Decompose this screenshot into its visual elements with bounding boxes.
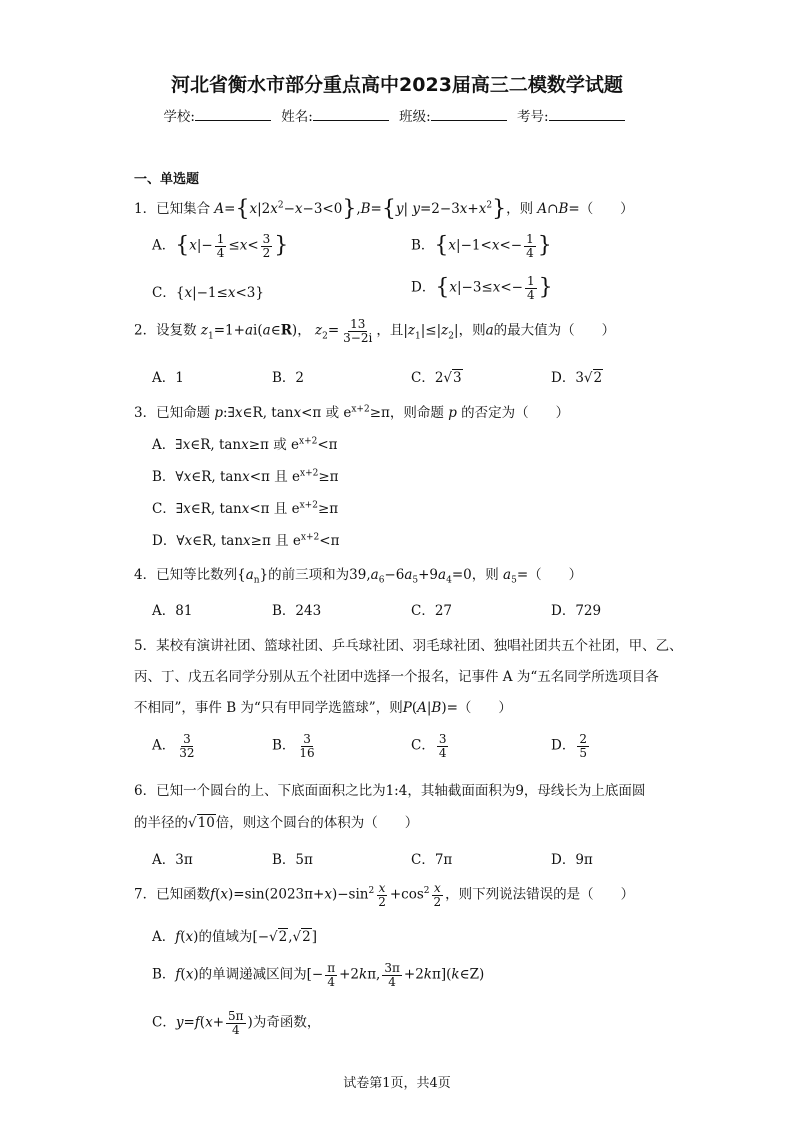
question-5-option-b: B． $\frac{3}{16}$ [272,732,315,760]
question-6-line-1: 6．已知一个圆台的上、下底面面积之比为1:4，其轴截面面积为9，母线长为上底面圆 [134,783,646,799]
question-7-option-c: C．y=f(x+ $\frac{5\pi}{4}$ )为奇函数， [152,1009,321,1037]
question-1-option-a: A．{x|− $\frac{1}{4}$ ≤x< $\frac{3}{2}$ } [152,232,289,260]
question-2-option-d: D．3√2 [551,370,603,386]
name-label: 姓名: [281,109,313,125]
question-3-stem: 3．已知命题 p:∃x∈R, tanx<π 或 $e^{x+2}\ge\pi$，则命题 p 的否定为（ ） [134,404,570,421]
question-3-option-b: B．∀x∈R, tanx<π 且 $e^{x+2}\ge\pi$ [152,468,339,485]
number-label: 考号: [517,109,549,125]
class-blank [431,107,507,121]
question-3-option-d: D．∀x∈R, tanx≥π 且 $e^{x+2}<\pi$ [152,532,340,549]
question-6-option-b: B．5π [272,852,313,868]
question-5-option-a: A． $\frac{3}{32}$ [152,732,195,760]
question-4-option-a: A．81 [152,603,193,619]
page-title: 河北省衡水市部分重点高中2023届高三二模数学试题 [171,74,623,96]
question-2-option-b: B．2 [272,370,305,386]
class-label: 班级: [399,109,431,125]
question-1-option-d: D．{x|−3≤x<− $\frac{1}{4}$ } [411,274,553,302]
page-footer: 试卷第1页，共4页 [343,1076,451,1091]
question-2-stem: 2．设复数 $z_1=1+ai(a\in R)$， $z_2=$ $\frac{13}{3-2i}$ ，且$|z_1|\le|z_2|$，则a的最大值为（ ） [134,317,616,345]
section-heading: 一、单选题 [134,172,200,187]
question-2-option-a: A．1 [152,370,184,386]
school-blank [195,107,271,121]
question-4-option-d: D．729 [551,603,602,619]
question-1-stem: 1．已知集合 $A=\{x|2x^2-x-3<0\},B=\{y|$ $y=2-3x+x^2$}，则 A∩B=（ ） [134,196,634,222]
question-5-option-c: C． $\frac{3}{4}$ [411,732,447,760]
question-6-option-a: A．3π [152,852,193,868]
question-7-option-b: B．f(x)的单调递减区间为[− $\frac{\pi}{4}$ +2kπ, $\frac{3\pi}{4}$ +2kπ](k∈Z) [152,961,485,989]
school-label: 学校: [163,109,195,125]
question-6-option-c: C．7π [411,852,453,868]
question-7-option-a: A．f(x)的值域为[−√2,√2] [152,929,317,945]
question-5-line-3: 不相同”，事件 B 为“只有甲同学选篮球”，则P(A|B)=（ ） [134,700,512,716]
question-4-option-c: C．27 [411,603,453,619]
question-5-line-2: 丙、丁、戊五名同学分别从五个社团中选择一个报名，记事件 A 为“五名同学所选项目各 [134,669,659,685]
question-4-stem: 4．已知等比数列$\{a_n\}$的前三项和为$39,a_6-6a_5+9a_4=0$，则 $a_5=$（ ） [134,567,583,586]
question-1-option-c: C．{x|−1≤x<3} [152,285,264,301]
question-7-stem: 7．已知函数$f(x)=\sin(2023\pi+x)-\sin^2$ $\frac{x}{2}$ $+\cos^2$ $\frac{x}{2}$ ，则下列说法错误的是（ ） [134,881,635,909]
question-2-option-c: C．2√3 [411,370,462,386]
question-5-line-1: 5．某校有演讲社团、篮球社团、乒乓球社团、羽毛球社团、独唱社团共五个社团，甲、乙、 [134,638,683,654]
name-blank [313,107,389,121]
question-1-option-b: B．{x|−1<x<− $\frac{1}{4}$ } [411,232,552,260]
question-4-option-b: B．243 [272,603,322,619]
question-3-option-c: C．∃x∈R, tanx<π 且 $e^{x+2}\ge\pi$ [152,500,339,517]
question-5-option-d: D． $\frac{2}{5}$ [551,732,587,760]
question-6-line-2: 的半径的√10倍，则这个圆台的体积为（ ） [134,815,419,831]
number-blank [549,107,625,121]
student-info-line [0,105,794,125]
question-3-option-a: A．∃x∈R, tanx≥π 或 $e^{x+2}<\pi$ [152,436,338,453]
question-6-option-d: D．9π [551,852,593,868]
